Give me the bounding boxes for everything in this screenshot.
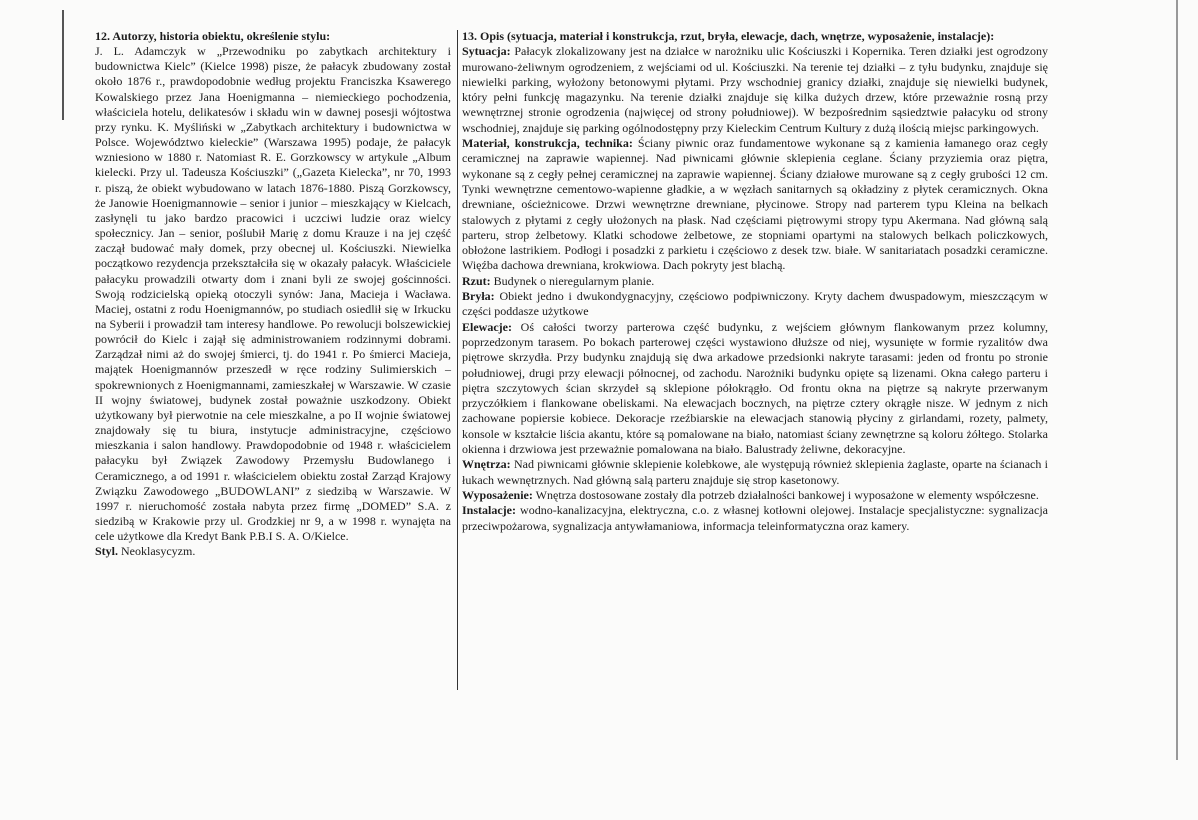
equipment-label: Wyposażenie: xyxy=(462,487,533,502)
situation-label: Sytuacja: xyxy=(462,44,511,59)
style-line xyxy=(95,544,451,559)
interiors-paragraph xyxy=(462,457,1048,488)
situation-paragraph xyxy=(462,44,1048,136)
material-label: Materiał, konstrukcja, technika: xyxy=(462,136,633,151)
style-value: Neoklasycyzm. xyxy=(118,544,196,559)
material-paragraph xyxy=(462,136,1048,274)
section-12-body: J. L. Adamczyk w „Przewodniku po zabytkach architektury i budownictwa Kielc” (Kielce 1998) pisze, że pałacyk zbudowany został około 1876 r., prawdopodobnie według projektu Franciszka Ksawerego Kowalskiego przez Jana Hoenigmanna – niemieckiego pochodzenia, właściciela hotelu, delikatesów i składu win w dawnej posesji wójtostwa przy rynku. K. Myśliński w „Zabytkach architektury i budownictwa w Polsce. Województwo kieleckie” (Warszawa 1995) podaje, że pałacyk wzniesiono w 1880 r. Natomiast R. E. Gorzkowscy w artykule „Album kielecki. Przy ul. Tadeusza Kościuszki” („Gazeta Kielecka”, nr 70, 1993 r. piszą, że obiekt wybudowano w latach 1876-1880. Piszą Gorzkowscy, że Janowie Hoenigmannowie – senior i junior – mieszkający w Kielcach, zasłynęli tu jako bardzo pracowici i uczciwi ludzie oraz wielcy społecznicy. Jan – senior, poślubił Marię z domu Krauze i na jej część zaczął budować mały domek, przy obecnej ul. Kościuszki. Niewielka początkowo rezydencja przekształciła się w okazały pałacyk. Właściciele pałacyku prowadzili otwarty dom i znani byli ze swojej gościnności. Swoją rodzicielską opieką otoczyli synów: Jana, Macieja i Wacława. Maciej, ostatni z rodu Hoenigmannów, po studiach osiedlił się w Irkucku na Syberii i prowadził tam interesy handlowe. Po rewolucji bolszewickiej powrócił do Kielc i zajął się administrowaniem rodzinnymi dobrami. Zarządzał nimi aż do swojej śmierci, tj. do 1941 r. Po śmierci Macieja, majątek Hoenigmannów przeszedł w ręce rodziny Sulimierskich – spokrewnionych z Hoenigmannami, zamieszkałej w Warszawie. W czasie II wojny światowej, budynek został poważnie uszkodzony. Obiekt użytkowany był pierwotnie na cele mieszkalne, a po II wojnie światowej znajdowały się tu biura, instytucje administracyjne, częściowo mieszkania i salon handlowy. Prawdopodobnie od 1948 r. właścicielem pałacyku był Związek Zawodowy Przemysłu Budowlanego i Ceramicznego, a od 1991 r. właścicielem obiektu został Zarząd Krajowy Związku Zawodowego „BUDOWLANI” z siedzibą w Warszawie. W 1997 r. nieruchomość została nabyta przez firmę „DOMED” S.A. z siedzibą w Krakowie przy ul. Grodzkiej nr 9, a w 1998 r. wynajęta na cele użytkowe dla Kredyt Bank P.B.I S. A. O/Kielce. xyxy=(95,44,451,544)
material-text: Ściany piwnic oraz fundamentowe wykonane są z kamienia łamanego oraz cegły ceramicznej na zaprawie wapiennej. Nad piwnicami głównie sklepienia ceglane. Ściany przyziemia oraz piętra, wykonane są z cegły pełnej ceramicznej na zaprawie wapiennej. Ściany działowe murowane są z cegły grubości 12 cm. Tynki wewnętrzne cementowo-wapienne gładkie, a w węzłach sanitarnych są okładziny z płytek ceramicznych. Okna drewniane, ościeżnicowe. Drzwi wewnętrzne drewniane, płycinowe. Stropy nad parterem typu Kleina na belkach stalowych z płytami z cegły ułożonych na płask. Nad częściami piętrowymi stropy typu Akermana. Nad główną salą parteru, strop żelbetowy. Klatki schodowe żelbetowe, ze stopniami opartymi na stalowych belkach policzkowych, obłożone lastrikiem. Podłogi i posadzki z parkietu i częściowo z desek tzw. białe. W sanitariatach posadzki ceramiczne. Więźba dachowa drewniana, krokwiowa. Dach pokryty jest blachą. xyxy=(462,136,1049,273)
interiors-text: Nad piwnicami głównie sklepienie kolebkowe, ale występują również sklepienia żaglaste, oparte na ścianach i łukach wewnętrznych. Nad główną salą parteru znajduje się strop kasetonowy. xyxy=(462,457,1048,487)
interiors-label: Wnętrza: xyxy=(462,457,511,472)
equipment-paragraph xyxy=(462,488,1048,503)
installations-paragraph xyxy=(462,503,1048,534)
section-12-heading: 12. Autorzy, historia obiektu, określenie stylu: xyxy=(95,29,331,43)
situation-text: Pałacyk zlokalizowany jest na działce w narożniku ulic Kościuszki i Kopernika. Teren działki jest ogrodzony murowano-żeliwnym ogrodzeniem, z wejściami od ul. Kościuszki. Na terenie tej działki – z tyłu budynku, znajduje się niewielki parking, wyłożony betonowymi płytami. Przy wschodniej granicy działki, znajduje się niewielki budynek, który pełni funkcję magazynku. Na terenie działki znajduje się kilka dużych drzew, które przeważnie rosną przy wewnętrznej stronie ogrodzenia (najwięcej od strony południowej). W bezpośrednim sąsiedztwie pałacyku od strony wschodniej, znajduje się parking ogólnodostępny przy Kieleckim Centrum Kultury z dużą ilością miejsc parkingowych. xyxy=(462,44,1048,135)
elevations-paragraph xyxy=(462,320,1048,458)
scan-edge-line xyxy=(1176,0,1178,760)
mass-label: Bryła: xyxy=(462,289,495,304)
installations-label: Instalacje: xyxy=(462,503,516,518)
elevations-label: Elewacje: xyxy=(462,319,512,334)
section-13-heading: 13. Opis (sytuacja, materiał i konstrukcja, rzut, bryła, elewacje, dach, wnętrze, wyposażenie, instalacje): xyxy=(462,29,995,43)
installations-text: wodno-kanalizacyjna, elektryczna, c.o. z własnej kotłowni olejowej. Instalacje specjalistyczne: sygnalizacja przeciwpożarowa, sygnalizacja antywłamaniowa, informacja teleinformatyczna oraz kamery. xyxy=(462,503,1048,533)
elevations-text: Oś całości tworzy parterowa część budynku, z wejściem głównym flankowanym przez kolumny, poprzedzonym tarasem. Po bokach parterowej części wystawiono dłuższe od niej, wysunięte w formie ryzalitów dwa piętrowe skrzydła. Przy budynku znajdują się dwa arkadowe przedsionki nakryte tarasami: jeden od frontu po stronie południowej, drugi przy elewacji północnej, od zachodu. Narożniki budynku opięte są lizenami. Okna całego parteru i piętra szczytowych ścian skrzydeł są sklepione półokrągło. Od frontu okna na piętrze są nakryte przerwanym przyczółkiem i flankowane obeliskami. Na elewacjach bocznych, na piętrze cztery okrągłe nisze. W jednym z nich zachowane popiersie kobiece. Dekoracje rzeźbiarskie na elewacjach stanowią płyciny z girlandami, rozety, palmety, konsole w kształcie liścia akantu, które są pomalowane na biało, natomiast ściany zewnętrzne są koloru żółtego. Stolarka okienna i drzwiowa jest przeważnie pomalowana na biało. Balustrady żeliwne, dekoracyjne. xyxy=(462,319,1048,457)
column-divider xyxy=(457,30,458,690)
plan-paragraph xyxy=(462,274,1048,289)
mass-text: Obiekt jedno i dwukondygnacyjny, częściowo podpiwniczony. Kryty dachem dwuspadowym, mieszczącym w części poddasze użytkowe xyxy=(462,289,1048,319)
equipment-text: Wnętrza dostosowane zostały dla potrzeb działalności bankowej i wyposażone w elementy współczesne. xyxy=(532,487,1039,502)
plan-label: Rzut: xyxy=(462,273,491,288)
section-13-column xyxy=(462,29,1048,534)
mass-paragraph xyxy=(462,289,1048,320)
style-label: Styl. xyxy=(95,544,119,559)
plan-text: Budynek o nieregularnym planie. xyxy=(490,273,655,288)
scan-mark xyxy=(62,10,64,120)
section-12-column xyxy=(95,29,451,559)
